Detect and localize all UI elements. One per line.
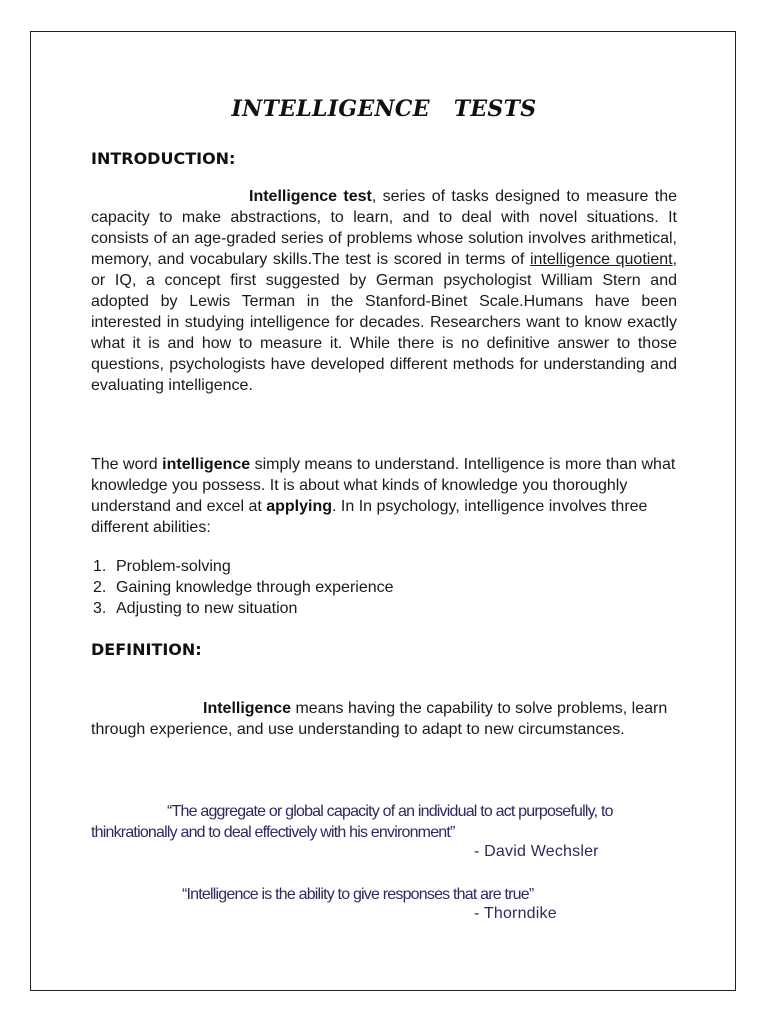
term-intelligence: intelligence xyxy=(162,456,251,473)
word-intelligence-paragraph xyxy=(91,454,677,538)
list-item xyxy=(91,577,651,598)
page-title: INTELLIGENCE TESTS xyxy=(231,96,537,122)
p2-text-a: The word xyxy=(91,456,163,473)
introduction-paragraph xyxy=(91,186,677,396)
list-text: Gaining knowledge through experience xyxy=(116,579,394,596)
intelligence-quotient-link[interactable]: intelligence quotient xyxy=(529,251,673,268)
intro-text-b: , or IQ, a concept first suggested by German psychologist William Stern and adopted by Lewis Terman in the Stanford-Binet Scale.Humans have been interested in studying intelligence for decades. Researchers want to know exactly what it is and how to measure it. While there is no definitive answer to those questions, psychologists have developed different methods for understanding and evaluating intelligence. xyxy=(91,251,678,394)
thorndike-quote: “Intelligence is the ability to give responses that are true” xyxy=(182,886,534,903)
thorndike-attribution: - Thorndike xyxy=(474,905,557,922)
introduction-heading: INTRODUCTION: xyxy=(91,149,236,168)
p2-text-b: simply means to understand. Intelligence is more than what knowledge you possess. It is about what kinds of knowledge you thoroughly understand and excel at xyxy=(91,456,676,515)
list-number: 1. xyxy=(93,558,107,575)
list-item xyxy=(91,556,651,577)
wechsler-quote xyxy=(91,801,677,843)
list-item xyxy=(91,598,651,619)
term-applying: applying xyxy=(266,498,333,515)
p2-text-c: . In In psychology, intelligence involves three different abilities: xyxy=(91,498,648,536)
quote-text: “The aggregate or global capacity of an individual to act purposefully, to thinkrationally and to deal effectively with his environment” xyxy=(91,803,613,841)
list-number: 3. xyxy=(93,600,107,617)
list-text: Problem-solving xyxy=(116,558,231,575)
term-intelligence-test: Intelligence test xyxy=(249,188,372,205)
abilities-list xyxy=(91,556,651,619)
intro-text-a: , series of tasks designed to measure the capacity to make abstractions, to learn, and to deal with novel situations. It consists of an age-graded series of problems whose solution involves arithmetical, memory, and vocabulary skills.The test is scored in terms of xyxy=(91,188,677,268)
definition-heading: DEFINITION: xyxy=(91,640,202,659)
list-number: 2. xyxy=(93,579,107,596)
list-text: Adjusting to new situation xyxy=(116,600,298,617)
definition-paragraph xyxy=(91,698,677,740)
term-intelligence-def: Intelligence xyxy=(203,700,292,717)
wechsler-attribution: - David Wechsler xyxy=(474,843,599,860)
definition-text: means having the capability to solve problems, learn through experience, and use understanding to adapt to new circumstances. xyxy=(91,700,668,738)
